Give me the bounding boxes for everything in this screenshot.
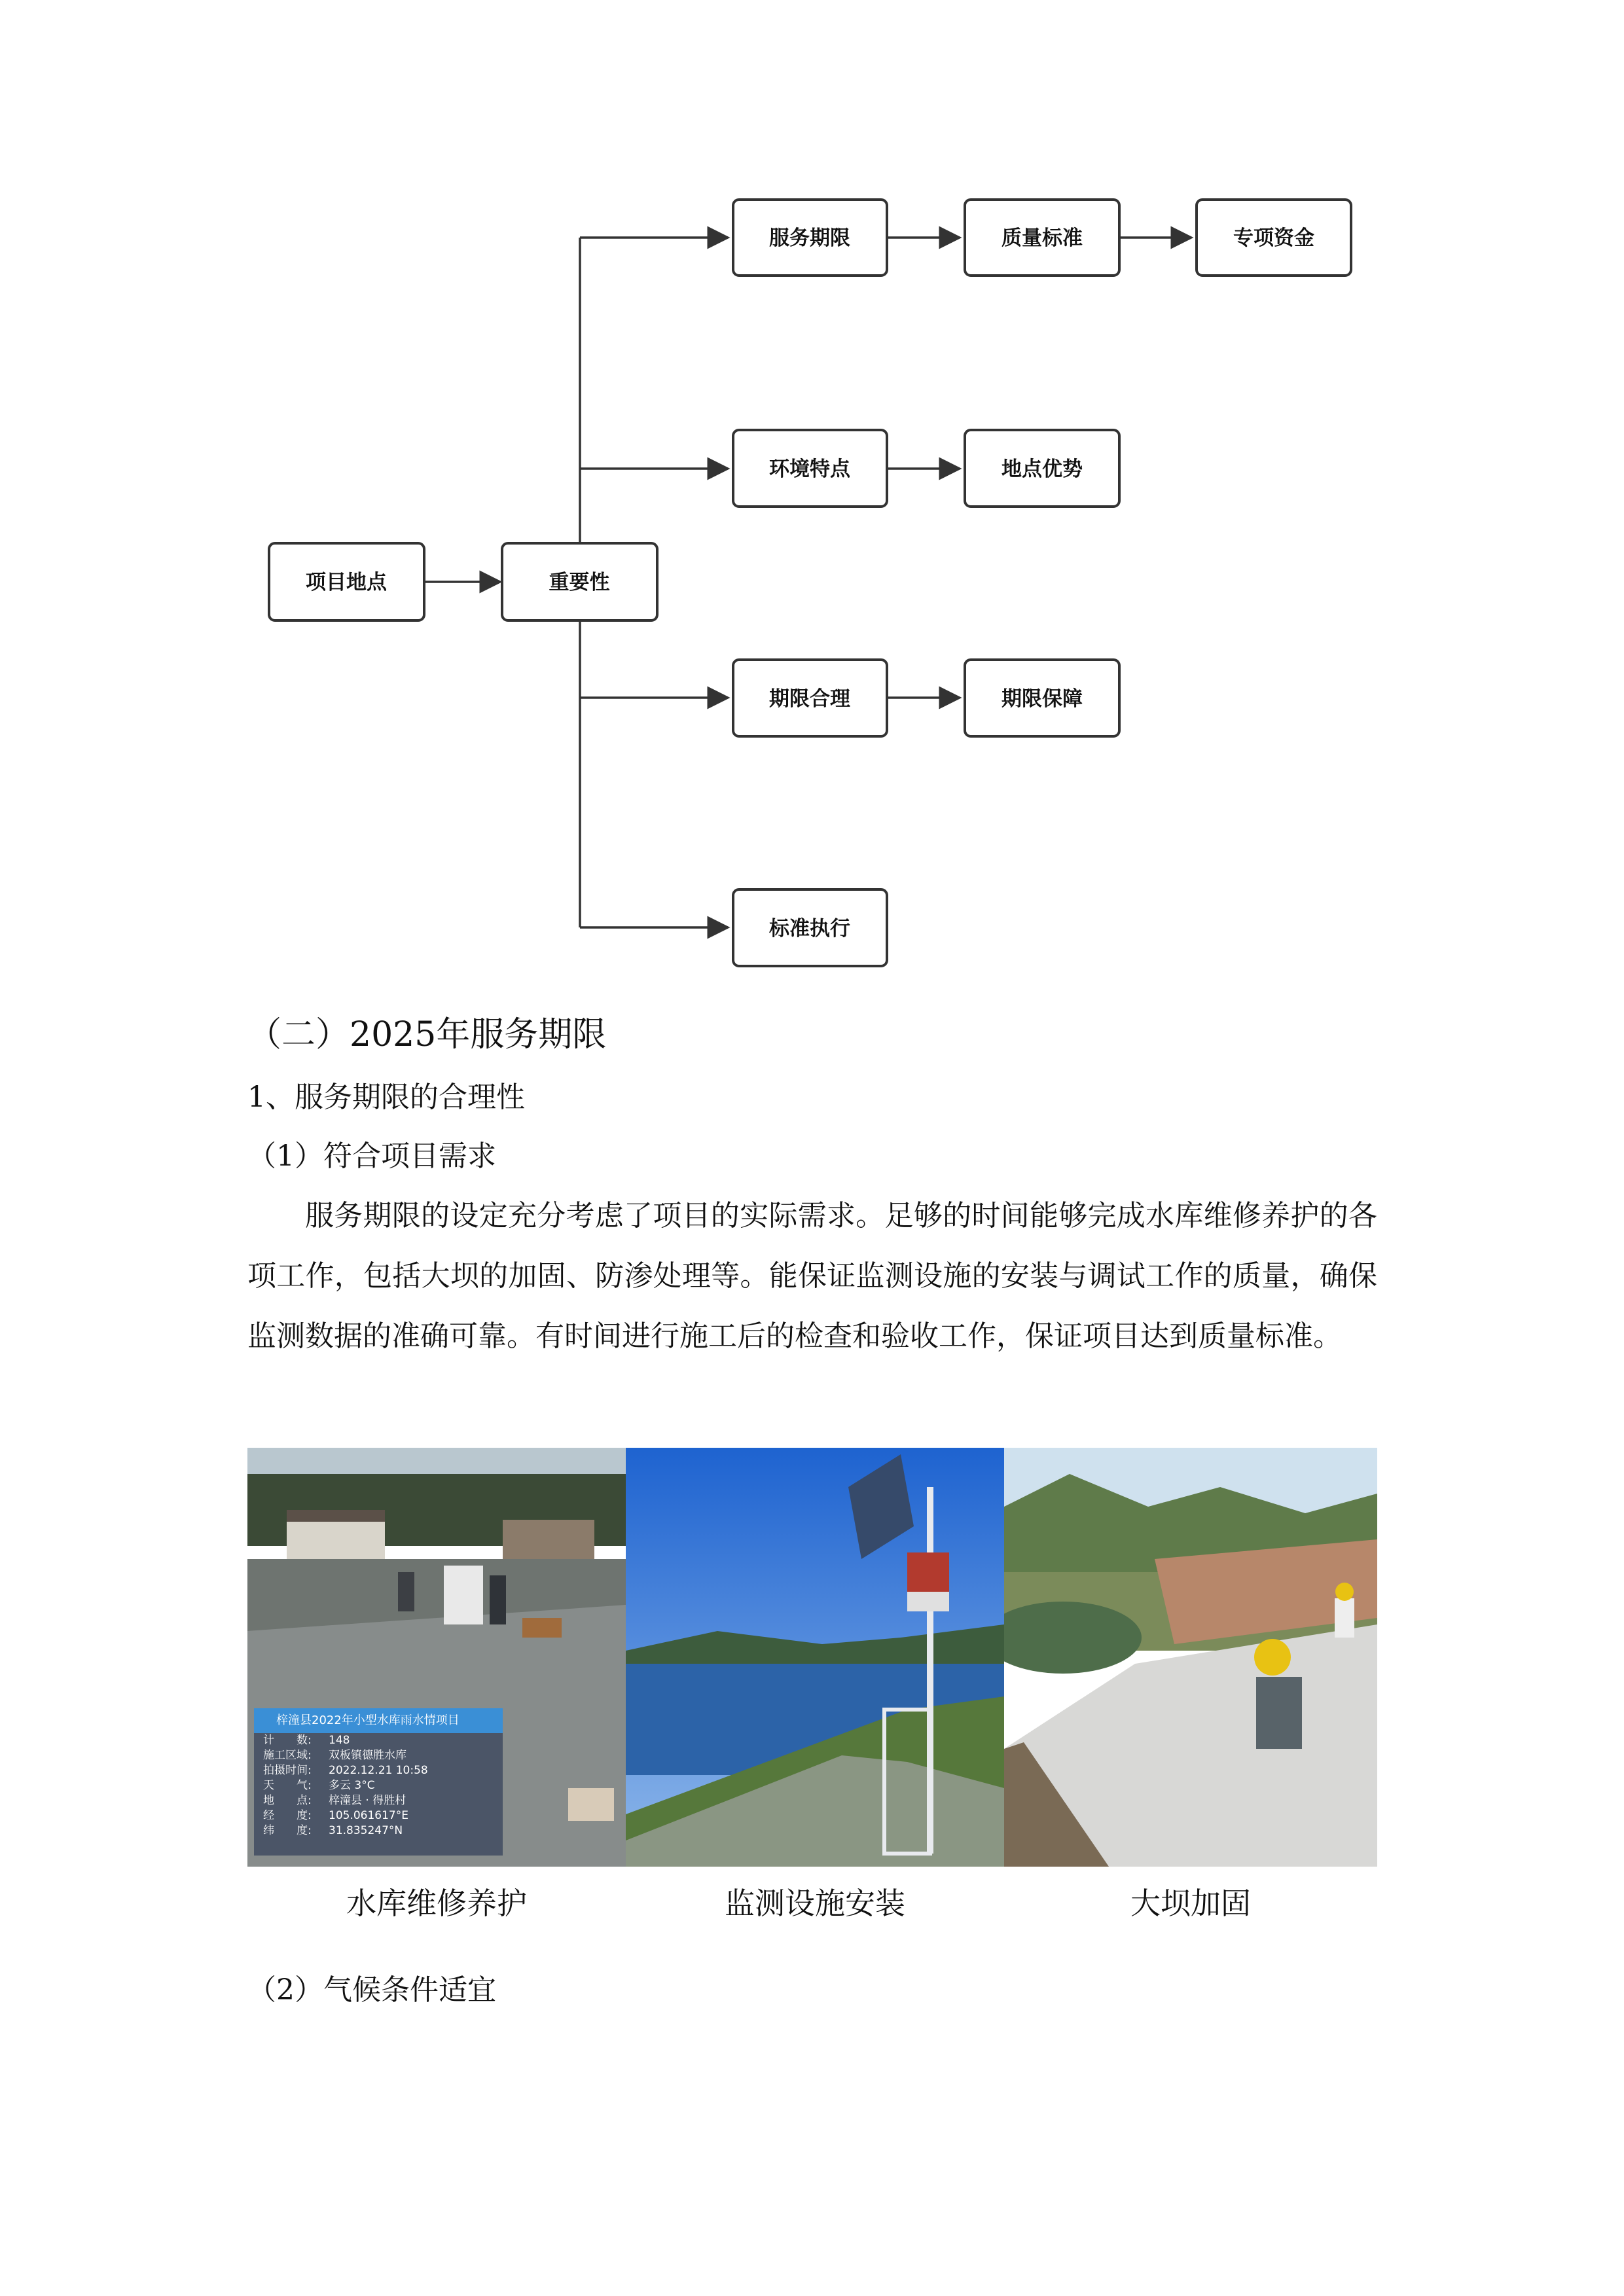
watermark-row: 经 度: 105.061617°E <box>263 1809 408 1822</box>
photo-reservoir-maintenance <box>247 1448 626 1867</box>
watermark-row: 计 数: 148 <box>263 1734 350 1747</box>
node-b1-1-label: 服务期限 <box>769 226 850 250</box>
subsection-title: 1、服务期限的合理性 <box>247 1081 525 1114</box>
monitoring-installation-image <box>626 1448 1004 1867</box>
node-b1-1 <box>733 200 887 276</box>
caption-dam-reinforcement: 大坝加固 <box>1130 1886 1251 1921</box>
node-b2-2 <box>965 430 1119 507</box>
node-b1-2-label: 质量标准 <box>1001 226 1083 250</box>
watermark-title: 梓潼县2022年小型水库雨水情项目 <box>254 1708 503 1733</box>
node-b3-2-label: 期限保障 <box>1001 687 1083 711</box>
node-b3-2 <box>965 660 1119 736</box>
node-b1-2 <box>965 200 1119 276</box>
photo-dam-reinforcement <box>1004 1448 1377 1867</box>
flowchart-diagram <box>0 0 1624 982</box>
watermark-row: 天 气: 多云 3°C <box>263 1779 375 1792</box>
node-b3-1 <box>733 660 887 736</box>
node-b1-3 <box>1197 200 1351 276</box>
dam-reinforcement-image <box>1004 1448 1377 1867</box>
section-title: （二）2025年服务期限 <box>247 1015 607 1054</box>
node-root-label: 项目地点 <box>306 571 387 594</box>
node-b2-1 <box>733 430 887 507</box>
node-center <box>502 543 657 620</box>
node-b3-1-label: 期限合理 <box>769 687 850 711</box>
watermark-row: 地 点: 梓潼县 · 得胜村 <box>263 1794 406 1807</box>
node-b1-3-label: 专项资金 <box>1233 226 1314 250</box>
node-b4-1-label: 标准执行 <box>769 917 850 941</box>
item2-title: （2）气候条件适宜 <box>247 1973 496 2007</box>
node-center-label: 重要性 <box>549 571 610 594</box>
caption-reservoir-maintenance: 水库维修养护 <box>346 1886 527 1921</box>
photo-watermark-panel <box>254 1708 503 1856</box>
caption-monitoring-installation: 监测设施安装 <box>725 1886 905 1921</box>
node-root <box>269 543 424 620</box>
photo-monitoring-installation <box>626 1448 1004 1867</box>
node-b4-1 <box>733 889 887 966</box>
item1-paragraph: 服务期限的设定充分考虑了项目的实际需求。足够的时间能够完成水库维修养护的各项工作，包括大坝的加固、防渗处理等。能保证监测设施的安装与调试工作的质量，确保监测数据的准确可靠。有时间进行施工后的检查和验收工作，保证项目达到质量标准。 <box>247 1199 1377 1353</box>
watermark-row: 拍摄时间: 2022.12.21 10:58 <box>263 1764 428 1777</box>
node-b2-2-label: 地点优势 <box>1001 457 1083 481</box>
watermark-row: 纬 度: 31.835247°N <box>263 1824 403 1837</box>
watermark-row: 施工区域: 双板镇德胜水库 <box>263 1749 406 1762</box>
node-b2-1-label: 环境特点 <box>769 457 850 481</box>
item1-title: （1）符合项目需求 <box>247 1139 496 1173</box>
